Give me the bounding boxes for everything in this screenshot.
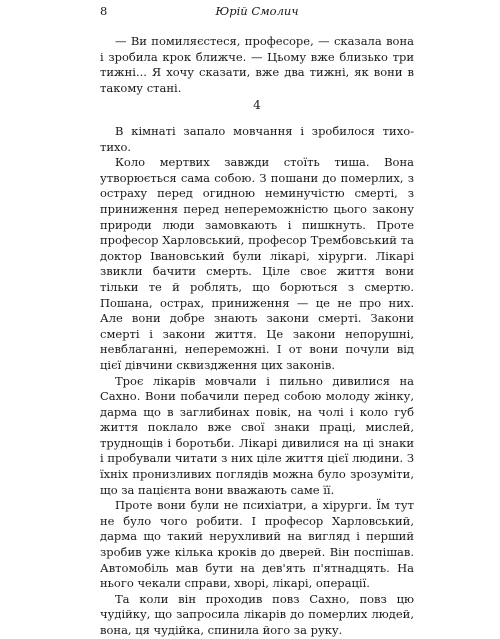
page-header (100, 4, 414, 20)
paragraph: — Ви помиляєстеся, професоре, — сказала вона і зробила крок ближче. — Цьому вже близько три тижні... Я хочу сказати, вже два тижні, як вони в такому стані. (100, 34, 414, 95)
top-text-block (100, 34, 414, 96)
paragraph: Проте вони були не психіатри, а хірурги. Їм тут не було чого робити. І професор Харловський, дарма що такий нерухливий на вигляд і перший зробив уже кілька кроків до дверей. Він поспішав. Автомобіль мав бути на дев'ять п'ятнадцять. На нього чекали справи, хворі, лікарі, операції. (100, 498, 414, 591)
page-number: 8 (100, 4, 108, 18)
main-text-block (100, 124, 414, 639)
paragraph: Троє лікарів мовчали і пильно дивилися на Сахно. Вони побачили перед собою молоду жінку, дарма що в заглибинах повік, на чолі і коло губ життя поклало вже свої знаки праці, мислей, труднощів і боротьби. Лікарі дивилися на ці знаки і пробували читати з них ціле життя цієї людини. З їхніх пронизливих поглядів можна було зрозуміти, що за пацієнта вони вважають саме її. (100, 373, 414, 497)
paragraph: Коло мертвих завжди стоїть тиша. Вона утворюється сама собою. З пошани до померлих, з остраху перед огидною неминучістю смерті, з приниження перед непереможністю цього закону природи люди замовкають і пишкнуть. Проте професор Харловський, професор Трембовський та доктор Івановський були лікарі, хірурги. Лікарі звикли бачити смерть. Ціле своє життя вони тільки те й роблять, що борються з смертю. Пошана, острах, приниження — це не про них. Але вони добре знають закони смерті. Закони смерті і закони життя. Це закони непорушні, невблаганні, непереможні. І от вони почули від цієї дівчини сквиздження цих законів. (100, 155, 414, 372)
paragraph: В кімнаті запало мовчання і зробилося тихо-тихо. (100, 124, 414, 154)
chapter-number: 4 (253, 98, 261, 112)
paragraph: Та коли він проходив повз Сахно, повз цю чудійку, що запросила лікарів до померлих людей, вона, ця чудійка, спинила його за руку. (100, 591, 414, 637)
running-title: Юрій Смолич (215, 4, 299, 18)
